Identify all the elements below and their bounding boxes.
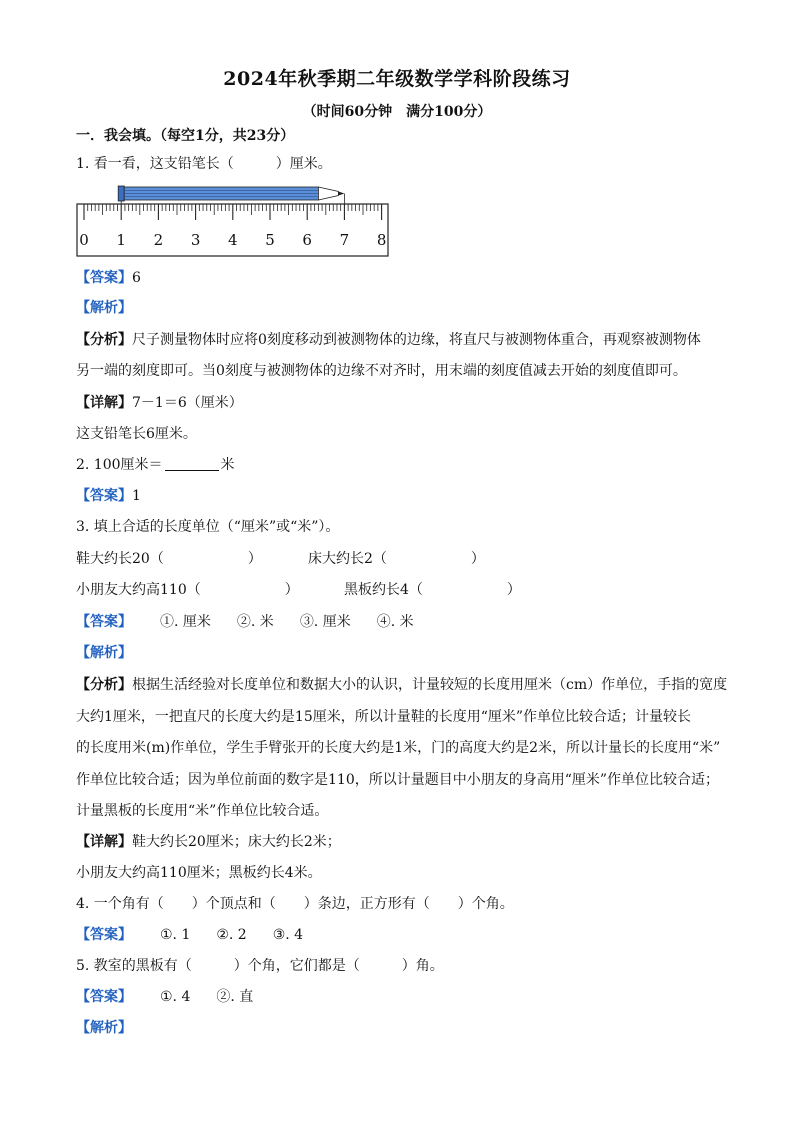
q1-detail-1 <box>76 393 243 413</box>
q3-row1-a: 鞋大约长20（ ） <box>76 551 262 567</box>
q1-answer: 6 <box>132 270 141 286</box>
ruler-label: 1 <box>116 231 126 249</box>
q2-question <box>76 455 235 475</box>
ruler-label: 5 <box>265 231 275 249</box>
q3-fenxi-4: 作单位比较合适；因为单位前面的数字是110，所以计量题目中小朋友的身高用“厘米”作单位比较合适； <box>76 772 720 788</box>
page-title: 2024年秋季期二年级数学学科阶段练习 <box>223 68 571 90</box>
q3-answer-3: ③. 厘米 <box>299 614 351 630</box>
q3-row1-b: 床大约长2（ ） <box>308 551 485 567</box>
q5-answer-1: ①. 4 <box>160 989 191 1005</box>
q5-answer-line <box>76 987 279 1007</box>
fenxi-tag: 【分析】 <box>76 332 132 348</box>
q4-question: 4. 一个角有（ ）个顶点和（ ）条边，正方形有（ ）个角。 <box>76 896 514 912</box>
q1-analysis-tag-line <box>76 298 132 318</box>
analysis-tag: 【解析】 <box>76 300 132 316</box>
ruler-figure <box>76 182 390 258</box>
section-heading: 一．我会填。（每空1分，共23分） <box>76 128 295 144</box>
analysis-tag: 【解析】 <box>76 1020 132 1036</box>
ruler-diagram <box>76 182 390 258</box>
page-subtitle: （时间60分钟 满分100分） <box>302 104 492 120</box>
q5-answer-2: ②. 直 <box>216 989 254 1005</box>
q3-answer-2: ②. 米 <box>236 614 274 630</box>
q1-detail-text-1: 7－1＝6（厘米） <box>132 395 243 411</box>
q1-fenxi-2: 另一端的刻度即可。当0刻度与被测物体的边缘不对齐时，用末端的刻度值减去开始的刻度值即可。 <box>76 363 687 379</box>
q4-answer-1: ①. 1 <box>160 927 191 943</box>
answer-tag: 【答案】 <box>76 614 132 630</box>
pencil-wood-tip <box>318 187 338 200</box>
answer-tag: 【答案】 <box>76 488 132 504</box>
q3-detail-1 <box>76 832 341 852</box>
ruler-label: 7 <box>339 231 350 249</box>
q3-question: 3. 填上合适的长度单位（“厘米”或“米”）。 <box>76 519 340 535</box>
q4-answer-2: ②. 2 <box>216 927 247 943</box>
q2-answer-line <box>76 486 141 506</box>
detail-tag: 【详解】 <box>76 834 132 850</box>
q3-fenxi-text-1: 根据生活经验对长度单位和数据大小的认识，计量较短的长度用厘米（cm）作单位，手指的宽度 <box>132 677 728 693</box>
q2-blank <box>165 455 219 471</box>
q1-fenxi-text-1: 尺子测量物体时应将0刻度移动到被测物体的边缘，将直尺与被测物体重合，再观察被测物体 <box>132 332 701 348</box>
q4-answer-3: ③. 4 <box>272 927 304 943</box>
q3-fenxi-3: 的长度用米(m)作单位，学生手臂张开的长度大约是1米，门的高度大约是2米，所以计量长的长度用“米” <box>76 740 721 756</box>
q3-fenxi-2: 大约1厘米，一把直尺的长度大约是15厘米，所以计量鞋的长度用“厘米”作单位比较合适；计量较长 <box>76 709 692 725</box>
answer-tag: 【答案】 <box>76 989 132 1005</box>
ruler-label: 3 <box>190 231 201 249</box>
q2-answer: 1 <box>132 488 141 504</box>
ruler-label: 8 <box>376 231 387 249</box>
q1-answer-line <box>76 268 141 288</box>
answer-tag: 【答案】 <box>76 270 132 286</box>
analysis-tag: 【解析】 <box>76 645 132 661</box>
q3-fenxi-5: 计量黑板的长度用“米”作单位比较合适。 <box>76 803 329 819</box>
q3-detail-2: 小朋友大约高110厘米；黑板约长4米。 <box>76 865 322 881</box>
q5-analysis-tag-line <box>76 1018 132 1038</box>
ruler-label: 6 <box>302 231 312 249</box>
q1-fenxi-1 <box>76 330 701 350</box>
ruler-labels <box>79 231 386 249</box>
pencil-end-cap <box>118 186 124 201</box>
q3-answer-4: ④. 米 <box>376 614 414 630</box>
q3-answer-line <box>76 612 440 632</box>
answer-tag: 【答案】 <box>76 927 132 943</box>
q5-question: 5. 教室的黑板有（ ）个角，它们都是（ ）角。 <box>76 958 444 974</box>
pencil-drawing <box>118 186 344 204</box>
ruler-label: 2 <box>153 231 164 249</box>
q2-question-post: 米 <box>220 457 235 473</box>
q4-answer-line <box>76 925 329 945</box>
pencil-lead <box>338 192 344 196</box>
fenxi-tag: 【分析】 <box>76 677 132 693</box>
ruler-label: 4 <box>228 231 238 249</box>
q1-question: 1. 看一看，这支铅笔长（ ）厘米。 <box>76 156 332 172</box>
q3-fenxi-1 <box>76 675 727 695</box>
ruler-label: 0 <box>79 231 89 249</box>
q1-detail-2: 这支铅笔长6厘米。 <box>76 426 197 442</box>
q3-row2-b: 黑板约长4（ ） <box>344 582 521 598</box>
detail-tag: 【详解】 <box>76 395 132 411</box>
q2-question-pre: 2. 100厘米＝ <box>76 457 163 473</box>
q3-detail-text-1: 鞋大约长20厘米；床大约长2米； <box>132 834 341 850</box>
q3-analysis-tag-line <box>76 643 132 663</box>
q3-answer-1: ①. 厘米 <box>160 614 211 630</box>
q3-row2-a: 小朋友大约高110（ ） <box>76 582 299 598</box>
